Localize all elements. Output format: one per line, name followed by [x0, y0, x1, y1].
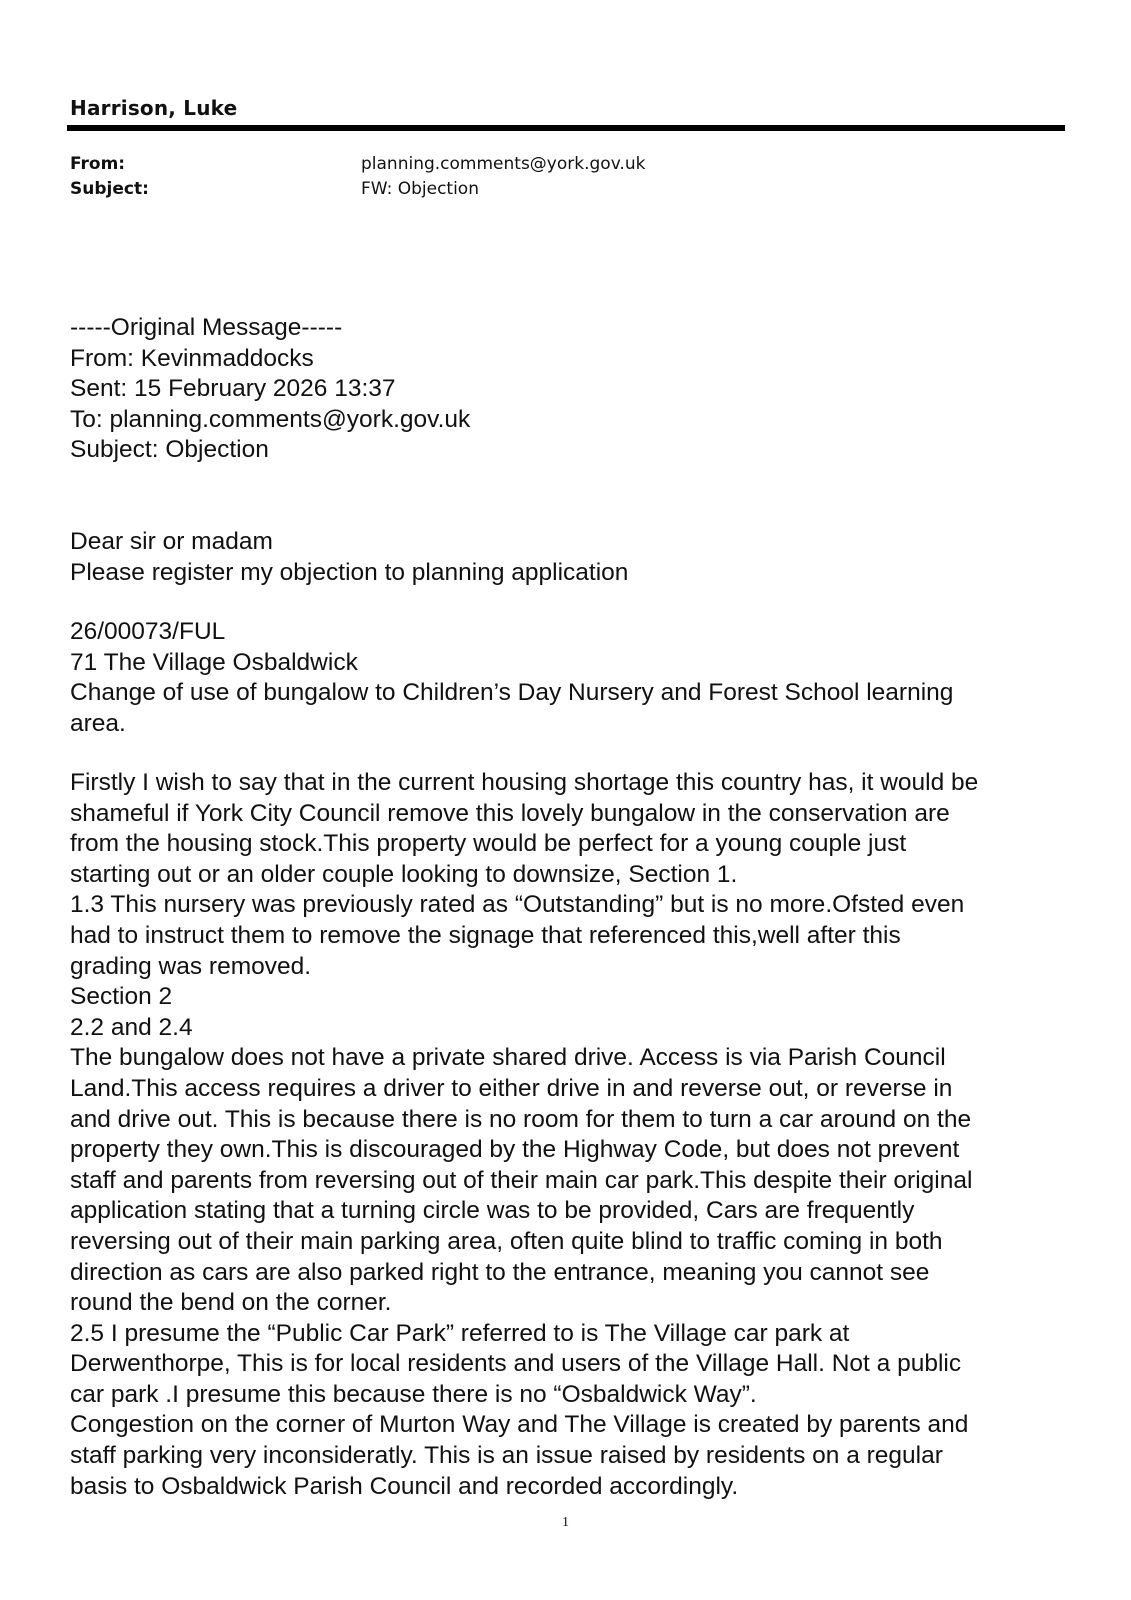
body-line: Firstly I wish to say that in the current housing shortage this country has, it would be — [70, 769, 979, 796]
body-line: staff and parents from reversing out of their main car park.This despite their original — [70, 1166, 973, 1194]
body-line: from the housing stock.This property would be perfect for a young couple just — [70, 830, 907, 858]
section-reference: 2.2 and 2.4 — [70, 1013, 193, 1041]
objection-body — [70, 768, 978, 1502]
greeting-line: Please register my objection to planning application — [70, 558, 629, 586]
application-details — [70, 617, 953, 739]
body-line: had to instruct them to remove the signage that referenced this,well after this — [70, 921, 901, 949]
body-line: property they own.This is discouraged by the Highway Code, but does not prevent — [70, 1136, 960, 1164]
body-line: Derwenthorpe, This is for local residents and users of the Village Hall. Not a public — [70, 1350, 962, 1378]
original-to: To: planning.comments@york.gov.uk — [70, 405, 471, 433]
original-message-header — [70, 313, 470, 466]
from-value: planning.comments@york.gov.uk — [361, 154, 646, 174]
body-line: and drive out. This is because there is no room for them to turn a car around on the — [70, 1105, 972, 1133]
body-line: reversing out of their main parking area, often quite blind to traffic coming in both — [70, 1227, 943, 1255]
original-from: From: Kevinmaddocks — [70, 344, 314, 372]
subject-value: FW: Objection — [361, 179, 479, 199]
application-description: area. — [70, 709, 126, 737]
body-line: staff parking very inconsideratly. This is an issue raised by residents on a regular — [70, 1442, 943, 1470]
body-line: direction as cars are also parked right to the entrance, meaning you cannot see — [70, 1258, 930, 1286]
application-description: Change of use of bungalow to Children’s Day Nursery and Forest School learning — [70, 679, 954, 707]
body-line: Land.This access requires a driver to either drive in and reverse out, or reverse in — [70, 1074, 953, 1102]
greeting-paragraph — [70, 527, 628, 588]
original-message-separator: -----Original Message----- — [70, 314, 343, 341]
mailbox-owner-name: Harrison, Luke — [70, 96, 238, 120]
header-divider — [67, 125, 1065, 131]
from-label: From: — [70, 154, 126, 174]
original-sent: Sent: 15 February 2026 13:37 — [70, 375, 396, 403]
body-line: round the bend on the corner. — [70, 1289, 392, 1317]
body-line: car park .I presume this because there is no “Osbaldwick Way”. — [70, 1380, 757, 1408]
body-line: 1.3 This nursery was previously rated as “Outstanding” but is no more.Ofsted even — [70, 891, 965, 919]
section-heading: Section 2 — [70, 983, 173, 1011]
body-line: 2.5 I presume the “Public Car Park” referred to is The Village car park at — [70, 1319, 850, 1347]
body-line: shameful if York City Council remove this lovely bungalow in the conservation are — [70, 799, 950, 827]
body-line: starting out or an older couple looking to downsize, Section 1. — [70, 860, 738, 888]
application-reference: 26/00073/FUL — [70, 618, 226, 645]
application-address: 71 The Village Osbaldwick — [70, 648, 358, 676]
body-line: Congestion on the corner of Murton Way and The Village is created by parents and — [70, 1411, 969, 1439]
subject-label: Subject: — [70, 179, 149, 199]
greeting-line: Dear sir or madam — [70, 528, 273, 555]
page-number: 1 — [562, 1515, 569, 1530]
body-line: application stating that a turning circle was to be provided, Cars are frequently — [70, 1197, 915, 1225]
body-line: grading was removed. — [70, 952, 312, 980]
original-subject: Subject: Objection — [70, 436, 269, 464]
body-line: basis to Osbaldwick Parish Council and recorded accordingly. — [70, 1472, 739, 1500]
body-line: The bungalow does not have a private shared drive. Access is via Parish Council — [70, 1044, 946, 1072]
